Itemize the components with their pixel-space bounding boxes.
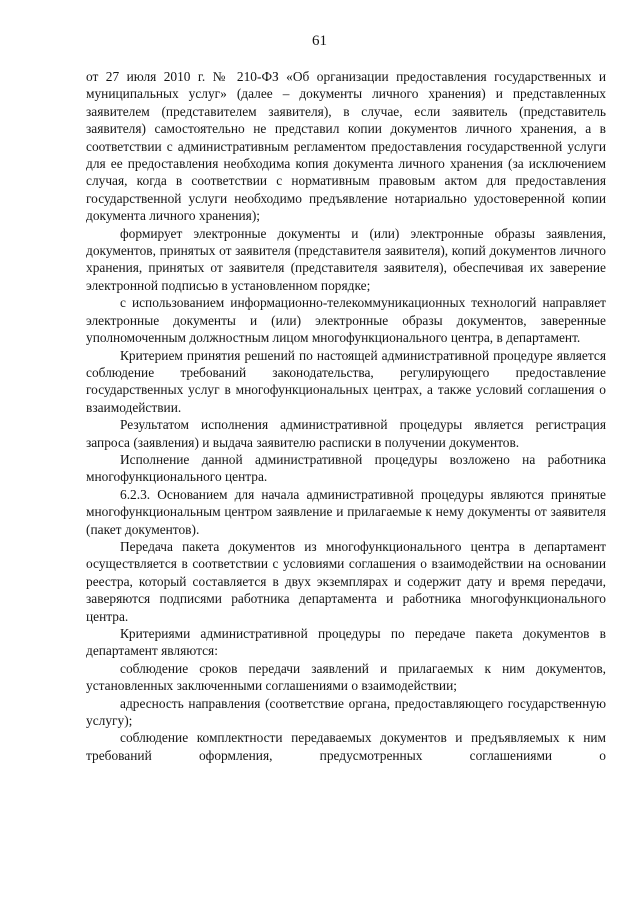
paragraph: Критериями административной процедуры по передаче пакета документов в департамент являются: xyxy=(86,626,606,659)
document-body xyxy=(86,68,606,764)
paragraph: соблюдение комплектности передаваемых документов и предъявляемых к ним требований оформления, предусмотренных соглашениями о xyxy=(86,730,606,763)
paragraph: с использованием информационно-телекоммуникационных технологий направляет электронные документы и (или) электронные образы документов, заверенные уполномоченным должностным лицом многофункционального центра, в департамент. xyxy=(86,295,606,346)
paragraph: 6.2.3. Основанием для начала административной процедуры являются принятые многофункциональным центром заявление и прилагаемые к нему документы от заявителя (пакет документов). xyxy=(86,486,606,537)
paragraph: Передача пакета документов из многофункционального центра в департамент осуществляется в соответствии с условиями соглашения о взаимодействии на основании реестра, который составляется в двух экземплярах и содержит дату и время передачи, заверяются подписями работника департамента и работника многофункционального центра. xyxy=(86,538,606,624)
paragraph: Критерием принятия решений по настоящей административной процедуре является соблюдение требований законодательства, регулирующего предоставление государственных услуг в многофункциональных центрах, а также условий соглашения о взаимодействии. xyxy=(86,347,606,415)
paragraph: Исполнение данной административной процедуры возложено на работника многофункционального центра. xyxy=(86,451,606,485)
paragraph: адресность направления (соответствие органа, предоставляющего государственную услугу); xyxy=(86,695,606,729)
page-number: 61 xyxy=(312,33,327,49)
paragraph: соблюдение сроков передачи заявлений и прилагаемых к ним документов, установленных заключенными соглашениями о взаимодействии; xyxy=(86,660,606,694)
paragraph: Результатом исполнения административной процедуры является регистрация запроса (заявления) и выдача заявителю расписки в получении документов. xyxy=(86,417,606,450)
paragraph: от 27 июля 2010 г. № 210-ФЗ «Об организации предоставления государственных и муниципальных услуг» (далее – документы личного хранения) и представленных заявителем (представителем заявителя), в случае, если заявитель (представитель заявителя) самостоятельно не представил копии документов личного хранения, а в соответствии с административным регламентом предоставления государственной услуги для ее предоставления необходима копия документа личного хранения (за исключением случая, когда в соответствии с нормативным правовым актом для предоставления государственной услуги необходимо предъявление нотариально удостоверенной копии документа личного хранения); xyxy=(86,69,606,224)
paragraph: формирует электронные документы и (или) электронные образы заявления, документов, принятых от заявителя (представителя заявителя), копий документов личного хранения, принятых от заявителя (представителя заявителя), обеспечивая их заверение электронной подписью в установленном порядке; xyxy=(86,225,606,293)
